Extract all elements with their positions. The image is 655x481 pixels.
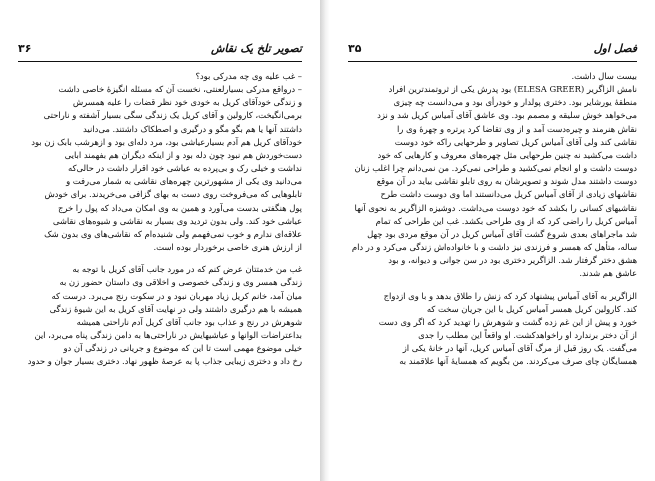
right-page-running-title: فصل اول xyxy=(593,42,637,55)
text-line: خیلی موضوع مهمی است تا این که موضوع و جریانی در زندگی آن دو xyxy=(63,343,302,354)
text-line: می‌دانید وی یکی از مشهورترین چهره‌های نقاشی به شمار می‌رفت و xyxy=(66,176,302,187)
text-line: بیست سال داشت. xyxy=(571,71,637,81)
text-line: شد ماجراهای بعدی شروع گشت آقای آمیاس کریل در آن موقع مردی بود چهل xyxy=(367,228,637,239)
text-line: غب من خدمتتان عرض کنم که در مورد جانب آقای کریل با توجه به xyxy=(72,264,302,275)
text-line: تابلوهایی که می‌فروخت روی دست به بهای گزافی می‌خریدند. برای خودش xyxy=(44,189,302,200)
right-page-header xyxy=(348,42,637,58)
text-line: از ارزش هنری خاصی برخوردار بوده است. xyxy=(153,242,302,253)
right-page-body xyxy=(348,70,637,368)
text-line: خورد و پیش از این غم زده گشت و شوهرش را تهدید کرد که اگر وی دست xyxy=(378,316,637,327)
text-line: داشتند آنها یا هم بگو مگو و درگیری و اصطکاک داشتند. می‌دانید xyxy=(83,123,302,134)
text-line: نداشت و خیلی رک و بی‌پرده به عیاشی خود اقرار داشت در حالی‌که xyxy=(68,163,302,174)
text-line: دوست داشتند مدل شوند و تصویرشان به روی تابلو نقاشی بیاید در آن موقع xyxy=(376,176,637,187)
text-line: پول هنگفتی بدست می‌آورد و همین به وی امکان می‌داد که پول را خرج xyxy=(57,202,302,213)
text-line: شوهرش در رنج و عذاب بود جانب آقای کریل آدم ناراحتی همیشه xyxy=(76,316,302,327)
book-gutter xyxy=(320,0,330,481)
left-page xyxy=(0,0,321,481)
paragraph-gap xyxy=(348,281,637,290)
text-line: منطقهٔ یورشایر بود. دختری پولدار و خودرأی بود و می‌دانست چه چیزی xyxy=(393,97,637,108)
text-line: ساله، متأهل که همسر و فرزندی نیز داشت و با خانواده‌اش زندگی می‌کرد و در دام xyxy=(351,242,637,253)
text-line: از آن دختر برندارد او راخواهدکشت. او واقعاً این مطلب را جدی xyxy=(418,329,637,340)
right-page-header-rule xyxy=(348,61,637,62)
text-line: دوست داشت و او انجام نمی‌کشید و طراحی نمی‌کرد. من نمی‌دانم چرا اغلب زنان xyxy=(354,163,637,174)
right-page-number: ۳۵ xyxy=(348,42,362,55)
left-page-header xyxy=(18,42,302,58)
text-line: – غب علیه وی چه مدرکی بود؟ xyxy=(195,71,302,81)
text-line: زندگی همسر وی و زندگی خصوصی و اخلاقی وی داستان حضور زن به xyxy=(59,277,302,288)
text-line: همسایگان چای صرف می‌کردند. من بگویم که همسایهٔ آنها علاقمند به xyxy=(399,356,637,367)
text-line: میان آمد، خانم کریل زیاد مهربان نبود و در سکوت رنج می‌برد. درست که xyxy=(51,290,302,301)
text-line: می‌خواهد خوش سلیقه و مصمم بود. وی عاشق آقای آمیاس کریل شد و نزد xyxy=(377,110,637,121)
text-line: – درواقع مدرکی بسیارلعنتی، نخست آن که مسئله انگیزهٔ خاصی داشت xyxy=(58,84,302,95)
text-line: عاشق هم شدند. xyxy=(579,268,637,279)
text-line: نقاشی کند ولی آقای آمیاس کریل تصاویر و طرحهایی راکه خود دوست xyxy=(394,136,637,147)
text-line: هشق دختر گرفتار شد. الزاگریر دختری بود در سن جوانی و دیوانه، و بود xyxy=(388,255,637,266)
text-line: علاقه‌ای ندارم و خوب نمی‌فهمم ولی شنیده‌ام که نقاشی‌های وی بدون شک xyxy=(44,228,302,239)
text-line: عیاشی خود کند. ولی بدون تردید وی بسیار به نقاشی و شیوه‌های نقاشی xyxy=(52,215,302,226)
text-line: نقاشیهای کسانی را بکشد که خود دوست می‌داشت. دوشیزه الزاگریر به نحوی آنها xyxy=(354,202,637,213)
text-line: الزاگریر به آقای آمیاس پیشنهاد کرد که زنش را طلاق بدهد و با وی ازدواج xyxy=(383,290,637,301)
text-line: نقاشهای زیادی از آقای آمیاس کریل می‌دانستند اما وی دوست داشت طرح xyxy=(380,189,637,200)
text-line: رخ داد و دختری زیبایی جذاب پا به عرصهٔ ظهور نهاد. دختری بسیار جوان و حدود xyxy=(27,356,302,367)
paragraph-gap xyxy=(18,254,302,263)
text-line: نقاش هنرمند و چیره‌دست آمد و از وی تقاضا کرد پرتره و چهرهٔ وی را xyxy=(396,123,637,134)
text-line: می‌گفت. یک روز قبل از مرگ آقای آمیاس کریل، آنها در خانهٔ یکی از xyxy=(402,343,637,354)
text-line: آمیاس کریل را راضی کرد که از وی طراحی بکشد. غب این طراحی که تمام xyxy=(375,215,637,226)
text-line: بداعتراضات الوانها و عیاشیهایش در ناراحتی‌ها به دامن زندگی پناه می‌برد، این xyxy=(34,329,302,340)
text-line: کند. کارولین کریل همسر آمیاس کریل با این جریان سخت که xyxy=(426,303,637,314)
right-page xyxy=(330,0,655,481)
text-line: و زندگی خودآقای کریل به خودی خود نظر قضات را علیه همسرش xyxy=(72,97,302,108)
text-line: برمی‌انگیخت، کارولین و آقای کریل یک زندگی سگی بسیار آشفته و ناراحتی xyxy=(43,110,302,121)
left-page-header-rule xyxy=(18,61,302,62)
text-line: نامش الزاگریر (ELESA GREER) بود پدرش یکی از ثروتمندترین افراد xyxy=(388,84,637,95)
left-page-number: ۳۶ xyxy=(18,42,32,55)
text-line: همیشه با هم درگیری داشتند ولی در نهایت آقای کریل به این شیوهٔ زندگی xyxy=(49,303,302,314)
text-line: خودآقای کریل هم آدم بسیارعیاشی بود، مرد دله‌ای بود و ازهرشب بابک زن بود xyxy=(31,136,302,147)
text-line: دست‌خوردش هم نبود چون دله بود و از اینکه دیگران هم بفهمند ابایی xyxy=(64,149,302,160)
text-line: داشت می‌کشید نه چنین طرحهایی مثل چهره‌های معروف و کارهایی که خود xyxy=(377,149,637,160)
left-page-body xyxy=(18,70,302,368)
left-page-running-title: تصویر تلخ یک نقاش xyxy=(210,42,302,55)
